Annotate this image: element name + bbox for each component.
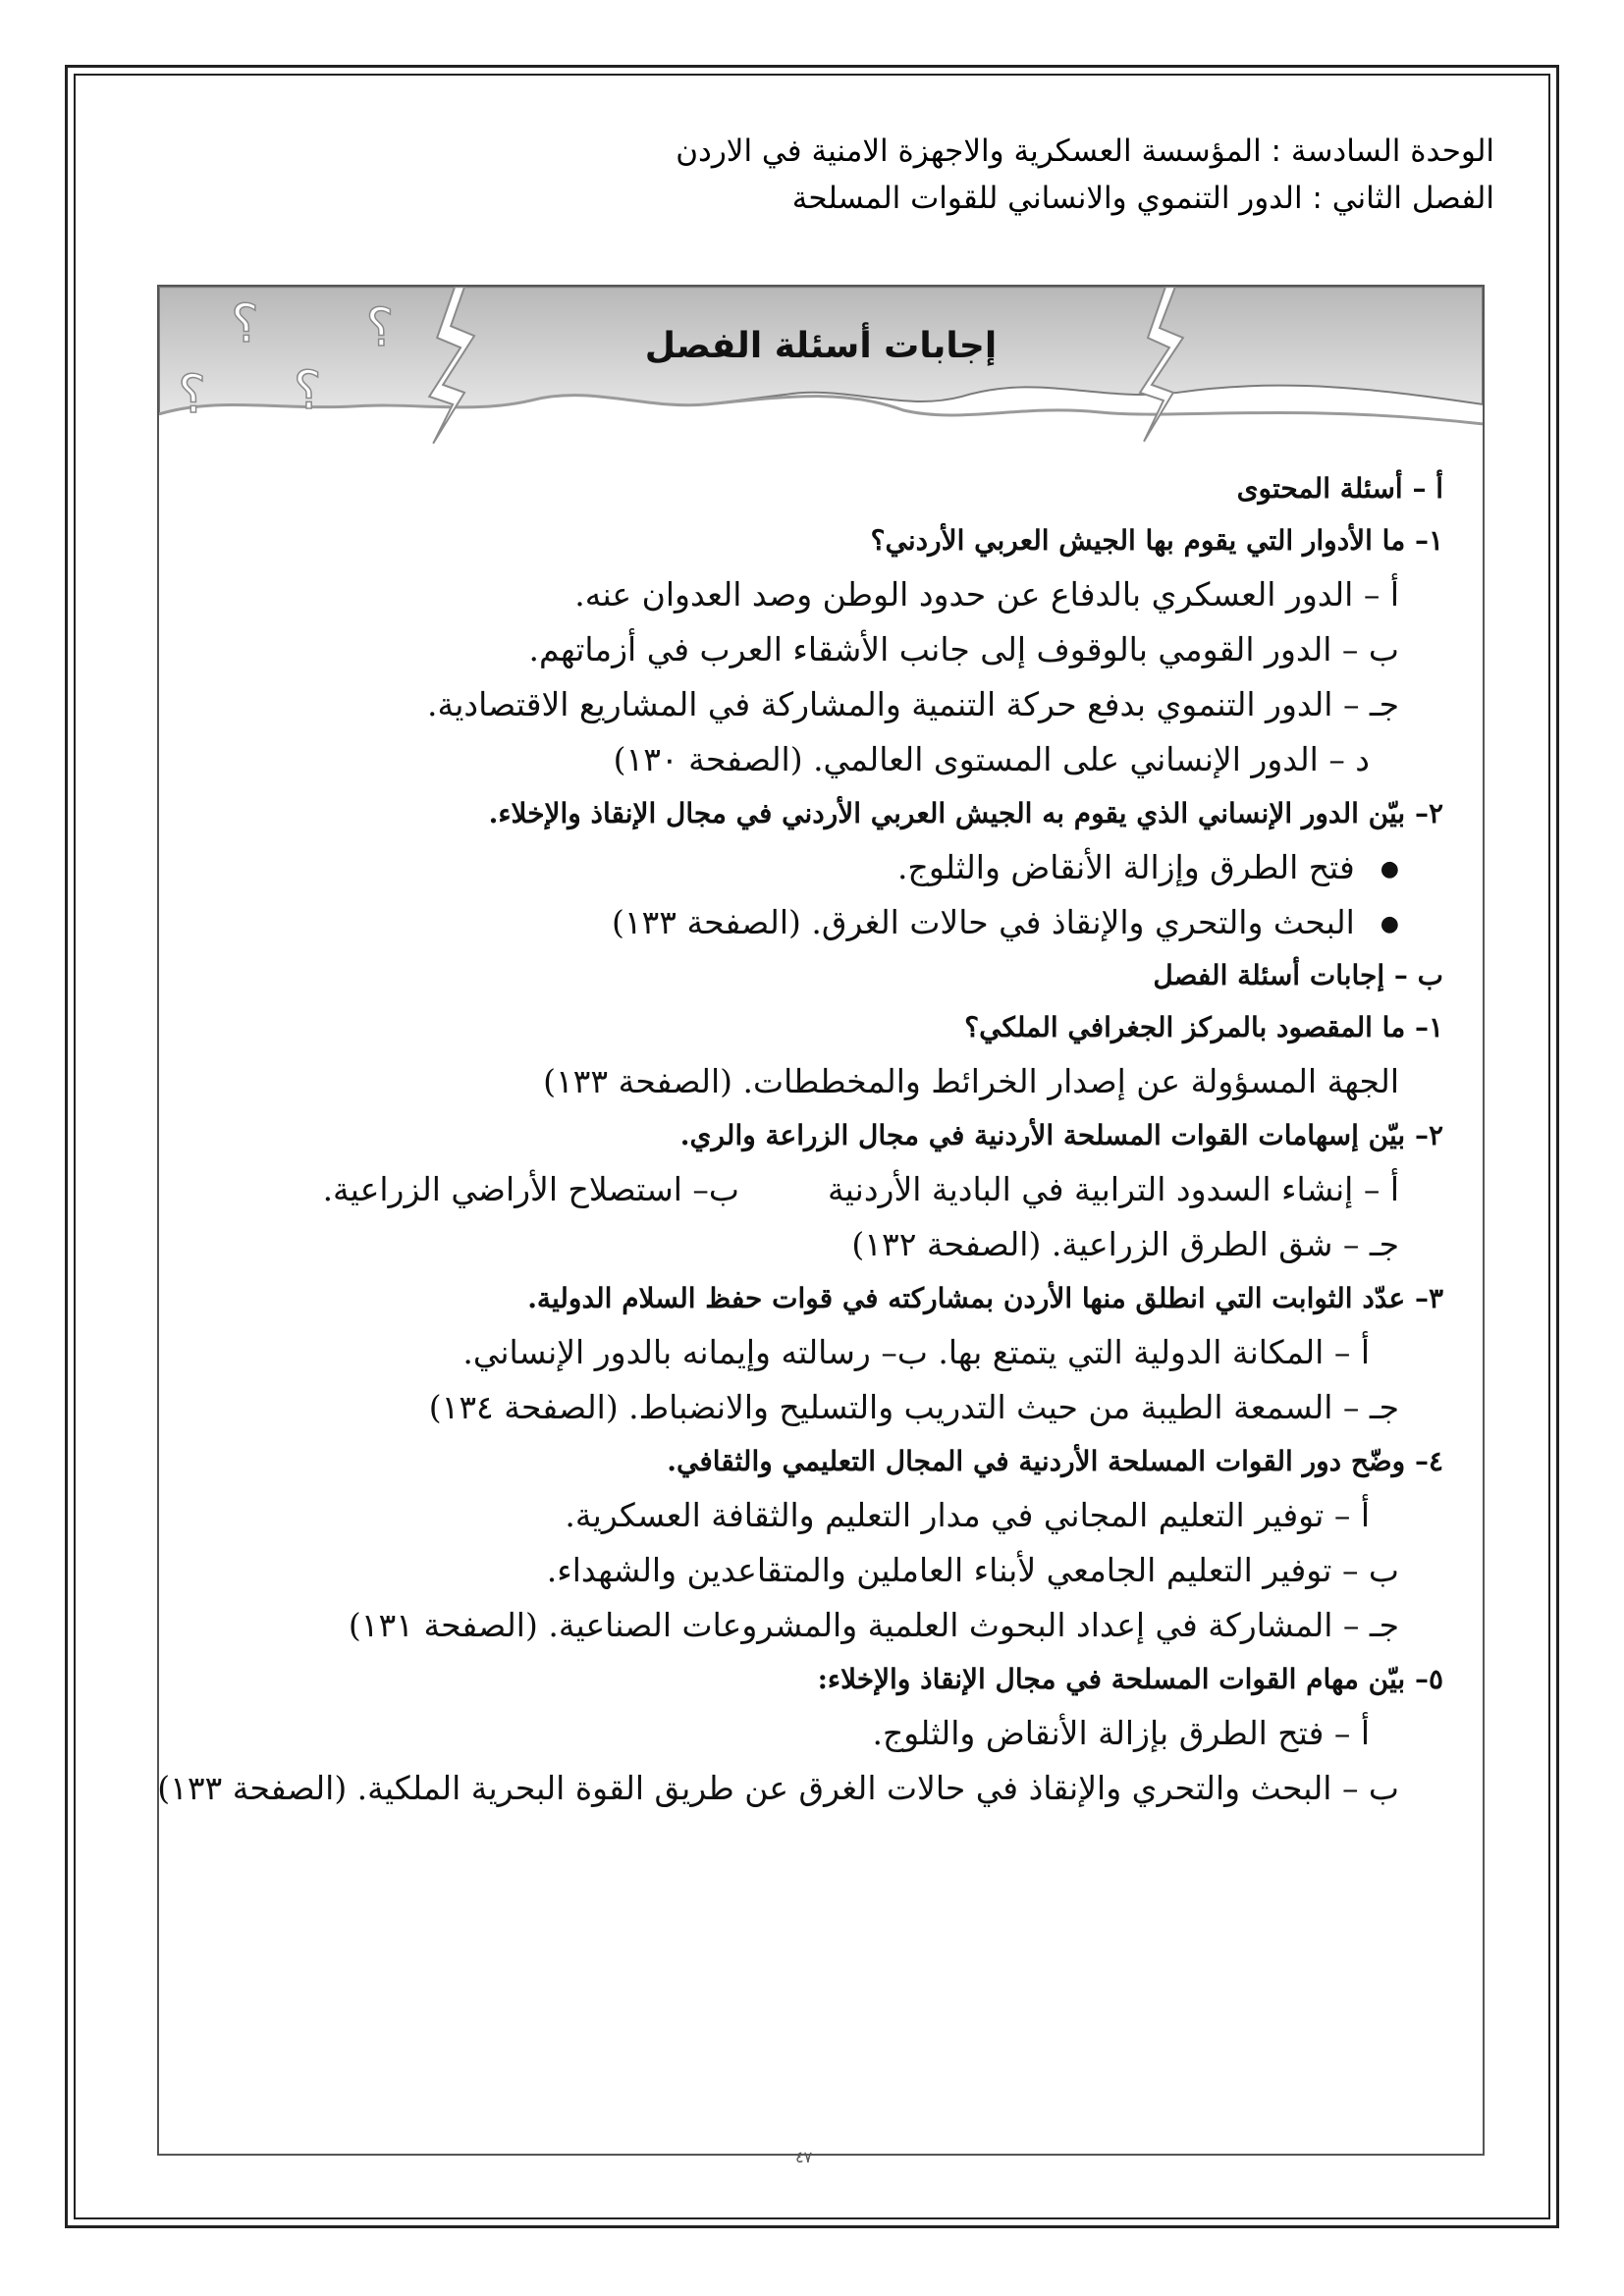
answers-content: [157, 463, 1443, 1816]
page-number: ٤٧: [795, 2148, 813, 2166]
answer-line: أ – الدور العسكري بالدفاع عن حدود الوطن وصد العدوان عنه.: [574, 575, 1399, 614]
answer-line: جـ – الدور التنموي بدفع حركة التنمية والمشاركة في المشاريع الاقتصادية.: [427, 685, 1399, 723]
banner-graphic: [159, 287, 1483, 454]
answer-line: جـ – السمعة الطيبة من حيث التدريب والتسليح والانضباط. (الصفحة ١٣٤): [428, 1388, 1399, 1426]
bullet-icon: ●: [1380, 912, 1399, 936]
section-a-title: أ – أسئلة المحتوى: [1236, 472, 1443, 505]
question-mark-icon: ?: [365, 296, 395, 359]
answer-line: جـ – شق الطرق الزراعية. (الصفحة ١٣٢): [851, 1225, 1399, 1263]
question-b2: ٢– بيّن إسهامات القوات المسلحة الأردنية في مجال الزراعة والري.: [679, 1119, 1443, 1151]
bullet-text: فتح الطرق وإزالة الأنقاض والثلوج.: [897, 848, 1355, 886]
bullet-icon: ●: [1380, 857, 1399, 881]
answer-line: ب – توفير التعليم الجامعي لأبناء العاملين والمتقاعدين والشهداء.: [546, 1551, 1399, 1589]
answer-part: أ – إنشاء السدود الترابية في البادية الأردنية: [827, 1170, 1399, 1208]
unit-title: الوحدة السادسة : المؤسسة العسكرية والاجهزة الامنية في الاردن: [676, 133, 1494, 169]
question-b5: ٥– بيّن مهام القوات المسلحة في مجال الإنقاذ والإخلاء:: [817, 1663, 1443, 1695]
answer-line: د – الدور الإنساني على المستوى العالمي. (الصفحة ١٣٠): [613, 740, 1370, 778]
bullet-item: [198, 840, 1443, 895]
answer-line: أ – المكانة الدولية التي يتمتع بها. ب– رسالته وإيمانه بالدور الإنساني.: [462, 1333, 1370, 1371]
answer-line: جـ – المشاركة في إعداد البحوث العلمية والمشروعات الصناعية. (الصفحة ١٣١): [348, 1606, 1399, 1644]
answer-line: [198, 1162, 1443, 1217]
answer-part: ب– استصلاح الأراضي الزراعية.: [322, 1170, 739, 1208]
question-mark-icon: ?: [293, 358, 322, 421]
answer-line: ب – البحث والتحري والإنقاذ في حالات الغرق عن طريق القوة البحرية الملكية. (الصفحة ١٣٣): [157, 1769, 1399, 1807]
bullet-item: [198, 895, 1443, 950]
question-b4: ٤– وضّح دور القوات المسلحة الأردنية في المجال التعليمي والثقافي.: [667, 1445, 1443, 1477]
answer-line: الجهة المسؤولة عن إصدار الخرائط والمخططات. (الصفحة ١٣٣): [543, 1062, 1399, 1100]
answer-line: ب – الدور القومي بالوقوف إلى جانب الأشقاء العرب في أزماتهم.: [528, 630, 1399, 668]
answer-line: أ – فتح الطرق بإزالة الأنقاض والثلوج.: [872, 1714, 1370, 1752]
question-b1: ١– ما المقصود بالمركز الجغرافي الملكي؟: [964, 1011, 1443, 1043]
question-a2: ٢– بيّن الدور الإنساني الذي يقوم به الجيش العربي الأردني في مجال الإنقاذ والإخلاء.: [488, 797, 1443, 829]
question-b3: ٣– عدّد الثوابت التي انطلق منها الأردن بمشاركته في قوات حفظ السلام الدولية.: [527, 1282, 1443, 1314]
question-mark-icon: ?: [178, 362, 206, 425]
section-b-title: ب – إجابات أسئلة الفصل: [1153, 959, 1443, 991]
banner-title: إجابات أسئلة الفصل: [644, 326, 998, 366]
question-a1: ١– ما الأدوار التي يقوم بها الجيش العربي الأردني؟: [870, 524, 1443, 557]
answers-box: [157, 285, 1485, 2156]
answer-line: أ – توفير التعليم المجاني في مدار التعليم والثقافة العسكرية.: [565, 1496, 1370, 1534]
page-header: [676, 128, 1494, 222]
chapter-title: الفصل الثاني : الدور التنموي والانساني للقوات المسلحة: [791, 181, 1494, 216]
question-mark-icon: ?: [231, 293, 259, 355]
bullet-text: البحث والتحري والإنقاذ في حالات الغرق. (الصفحة ١٣٣): [611, 903, 1355, 941]
